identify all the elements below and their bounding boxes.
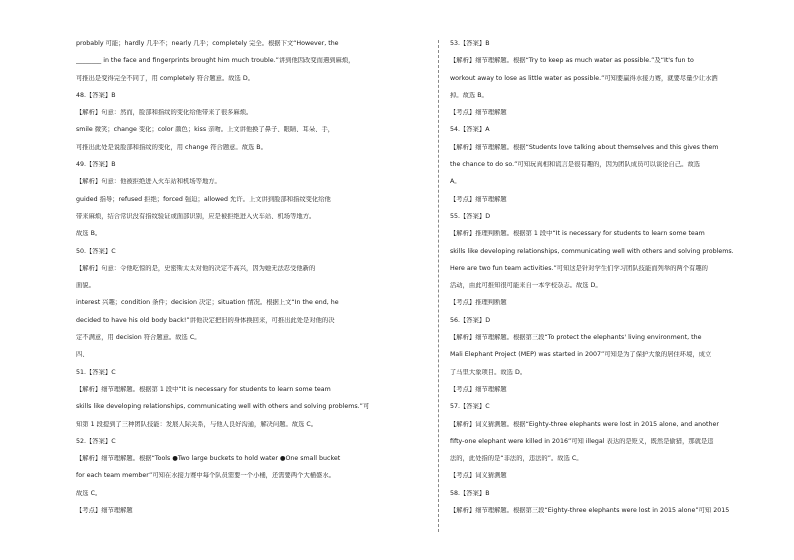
left-text-line: 51.【答案】C [76, 368, 116, 376]
right-text-line: 53.【答案】B [450, 40, 490, 47]
right-text-line: the chance to do so.”可知玩真相和谎言是很有趣的，因为团队成员可以谈论自己。故选 [450, 161, 701, 169]
right-text-line: 活动，由此可推知很可能来自一本学校杂志。故选 D。 [450, 282, 602, 290]
right-text-line: 57.【答案】C [450, 403, 490, 411]
left-text-line: skills like developing relationships, communicating well with others and solving problems.”可 [76, 403, 370, 411]
right-text-line: 【考点】细节理解题 [450, 195, 507, 203]
left-text-line: 故选 B。 [76, 230, 102, 238]
right-text-line: Mali Elephant Project (MEP) was started in 2007”可知是为了保护大象的居住环境，成立 [450, 351, 712, 359]
left-text-line: 面貌。 [76, 282, 95, 290]
right-text-line: 【解析】细节理解题。根据“Students love talking about themselves and this gives them [450, 143, 719, 151]
left-text-line: decided to have his old body back!”讲他决定把旧的身体换回来，可推出此处是对他的决 [76, 316, 335, 324]
left-text-line: 48.【答案】B [76, 91, 116, 99]
left-text-line: 49.【答案】B [76, 161, 116, 169]
left-text-line: 【解析】句意：令他吃惊的是，史密斯太太对他的决定不高兴，因为她无法忍受他新的 [76, 264, 316, 272]
right-text-line: 【解析】细节理解题。根据第三段“Eighty-three elephants were lost in 2015 alone”可知 2015 [450, 507, 730, 515]
right-text-line: A。 [450, 178, 461, 186]
left-text-line: 四、 [76, 351, 89, 359]
left-text-line: 50.【答案】C [76, 247, 116, 255]
right-text-line: 55.【答案】D [450, 212, 491, 220]
left-text-line: 故选 C。 [76, 489, 102, 497]
right-text-line: Here are two fun team activities.”可知这是针对学生们学习团队技能而列举的两个有趣的 [450, 264, 708, 272]
left-text-line: 可推出是变得完全不同了，用 completely 符合题意。故选 D。 [76, 74, 254, 82]
right-text-line: 56.【答案】D [450, 316, 491, 324]
left-text-line: 【解析】细节理解题。根据“Tools ●Two large buckets to hold water ●One small bucket [76, 455, 341, 463]
right-text-line: 【考点】推理判断题 [450, 299, 507, 307]
right-text-line: 了马里大象项目。故选 D。 [450, 368, 527, 376]
right-column [450, 40, 784, 524]
right-text-line: 【考点】词义猜测题 [450, 472, 507, 480]
left-text-line: ________ in the face and fingerprints brought him much trouble.”讲到他因改变而遇到麻烦， [76, 57, 355, 65]
right-text-line: 【考点】细节理解题 [450, 385, 507, 393]
right-text-line: 【解析】细节理解题。根据第三段“To protect the elephants' living environment, the [450, 334, 702, 342]
left-text-line: 【解析】句意：然而，脸部和指纹的变化给他带来了很多麻烦。 [76, 109, 253, 117]
left-column [76, 40, 410, 524]
right-text-line: 法的，此处指的是“非法的，违法的”。故选 C。 [450, 455, 583, 463]
right-text-line: workout away to lose as little water as possible.”可知要赢得水接力赛，就要尽量少让水洒 [450, 74, 718, 82]
right-text-line: 【解析】细节理解题。根据“Try to keep as much water as possible.”及“It's fun to [450, 57, 694, 65]
left-text-line: probably 可能；hardly 几乎不；nearly 几乎；completely 完全。根据下文“However, the [76, 40, 339, 47]
left-text-line: for each team member”可知在水接力赛中每个队员需要一个小桶，还需要两个大桶盛水。 [76, 472, 335, 480]
left-text-line: interest 兴趣；condition 条件；decision 决定；situation 情况。根据上文“In the end, he [76, 299, 339, 307]
left-text-line: 【解析】细节理解题。根据第 1 段中“It is necessary for students to learn some team [76, 385, 331, 393]
left-text-line: 带来麻烦，结合常识没有指纹验证或面部识别，应是被拒绝进入火车站、机场等地方。 [76, 212, 316, 220]
left-text-line: smile 微笑；change 变化；color 颜色；kiss 亲吻。上文讲他换了鼻子、眼睛、耳朵、手， [76, 126, 335, 134]
column-divider [438, 40, 439, 532]
right-text-line: skills like developing relationships, communicating well with others and solving problems. [450, 247, 734, 255]
left-text-line: 知第 1 段提到了三种团队技能：发展人际关系，与他人良好沟通，解决问题。故选 C。 [76, 420, 318, 428]
left-text-line: 可推出此处是说脸部和指纹的变化，用 change 符合题意。故选 B。 [76, 143, 267, 151]
left-text-line: guided 指导；refused 拒绝；forced 强迫；allowed 允许。上文讲到脸部和指纹变化给他 [76, 195, 331, 203]
right-text-line: 58.【答案】B [450, 489, 490, 497]
right-text-line: 54.【答案】A [450, 126, 490, 134]
right-text-line: 【解析】推理判断题。根据第 1 段中“It is necessary for students to learn some team [450, 230, 705, 238]
right-text-line: 【考点】细节理解题 [450, 109, 507, 117]
left-text-line: 【考点】细节理解题 [76, 507, 133, 515]
left-text-line: 定不满意，用 decision 符合题意。故选 C。 [76, 334, 201, 342]
right-text-line: fifty-one elephant were killed in 2016”可知 illegal 表达的是贬义，既然是偷猎，那就是违 [450, 437, 714, 445]
left-text-line: 52.【答案】C [76, 437, 116, 445]
right-text-line: 掉。故选 B。 [450, 91, 488, 99]
right-text-line: 【解析】词义猜测题。根据“Eighty-three elephants were lost in 2015 alone, and another [450, 420, 719, 428]
left-text-line: 【解析】句意：他被拒绝进入火车站和机场等地方。 [76, 178, 221, 186]
